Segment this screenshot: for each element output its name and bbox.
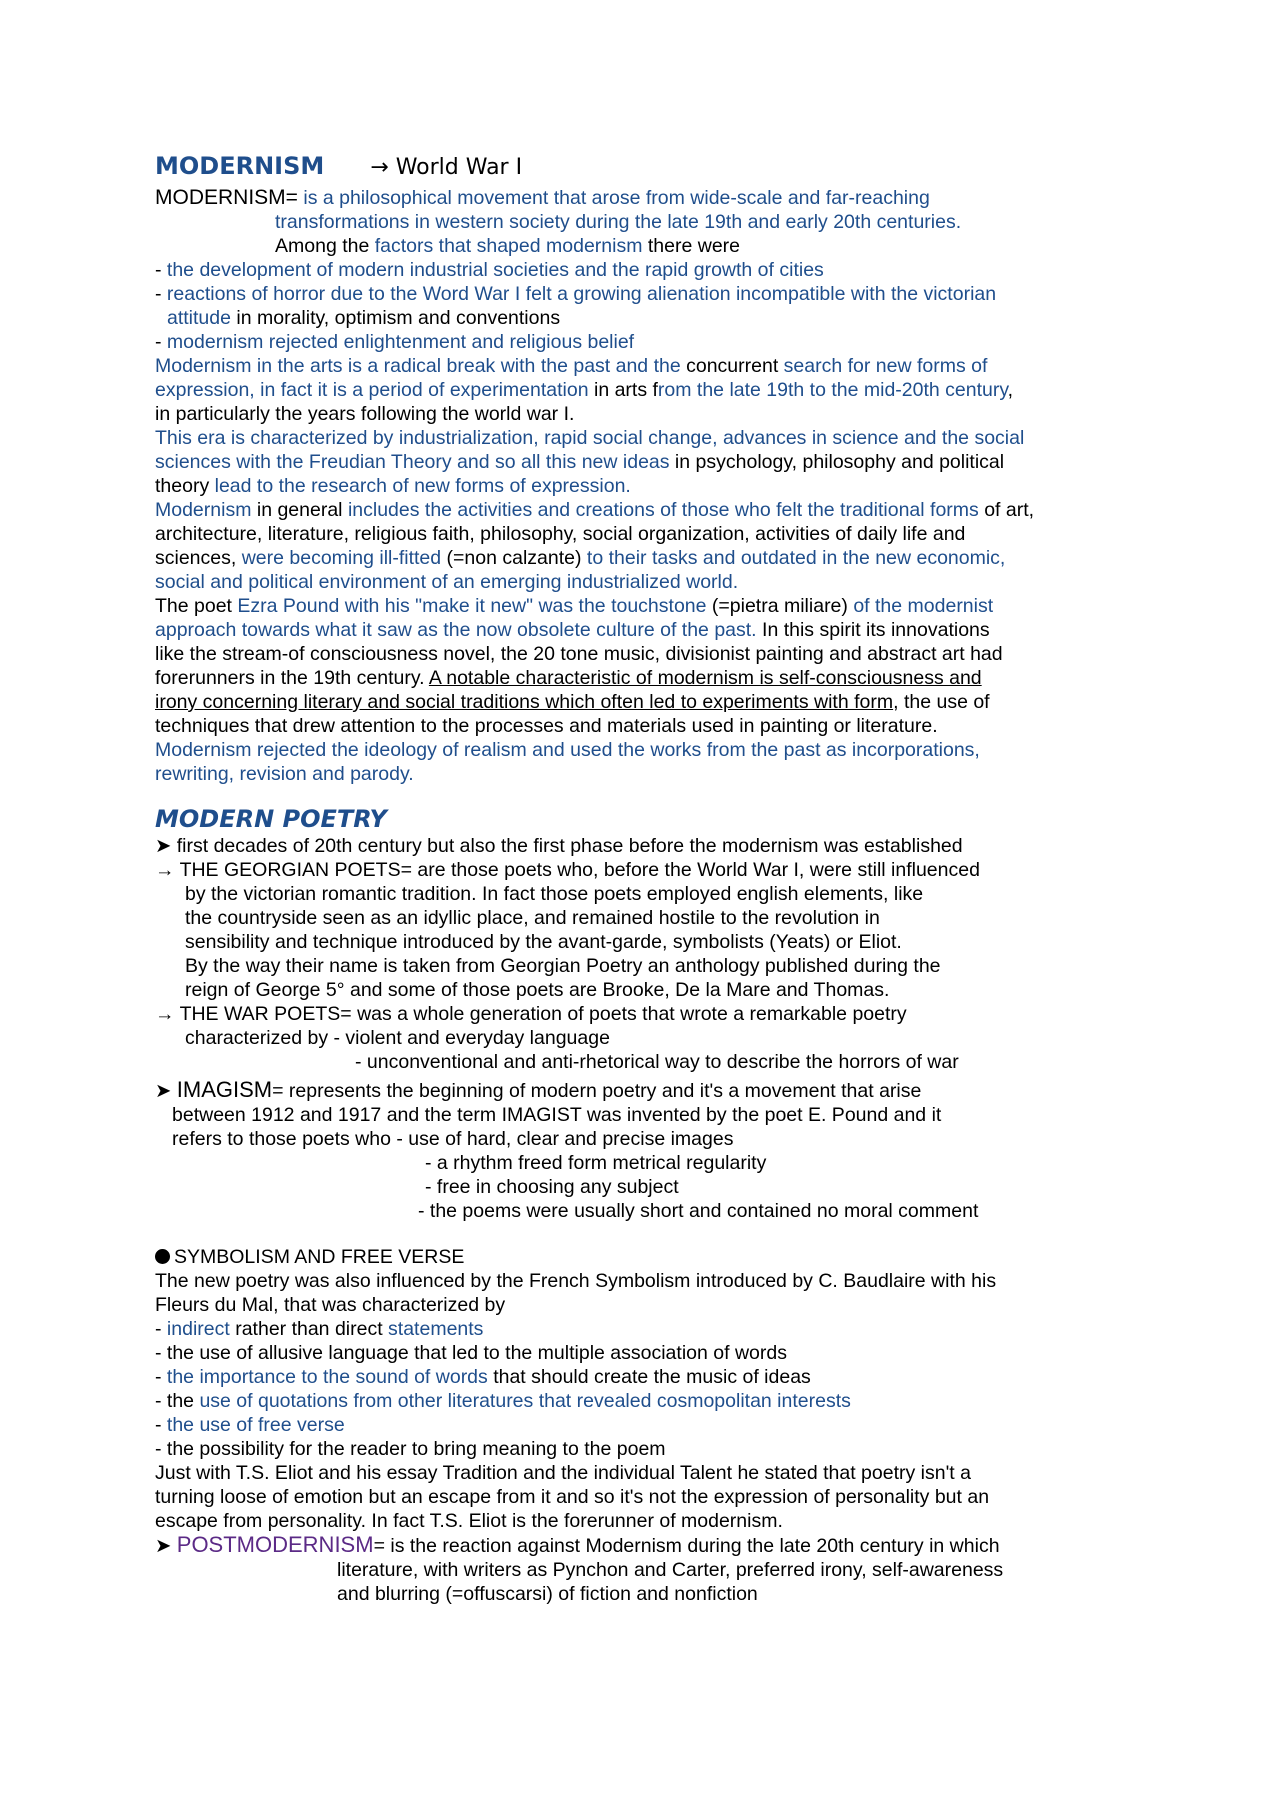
paragraph-line: MODERNISM= is a philosophical movement that arose from wide-scale and far-reaching — [155, 186, 930, 209]
list-item: ➤ POSTMODERNISM= is the reaction against Modernism during the late 20th century in which — [155, 1532, 1000, 1557]
list-item: - the use of allusive language that led to the multiple association of words — [155, 1342, 787, 1364]
modern-poetry-heading: MODERN POETRY — [155, 805, 387, 833]
list-item: - the importance to the sound of words that should create the music of ideas — [155, 1366, 811, 1388]
paragraph-line: by the victorian romantic tradition. In fact those poets employed english elements, like — [185, 883, 924, 905]
paragraph-line: Modernism in the arts is a radical break with the past and the concurrent search for new forms of — [155, 355, 988, 377]
paragraph-line: literature, with writers as Pynchon and Carter, preferred irony, self-awareness — [337, 1559, 1004, 1581]
list-item: - the possibility for the reader to bring meaning to the poem — [155, 1438, 666, 1460]
paragraph-line: forerunners in the 19th century. A notable characteristic of modernism is self-consciousness and — [155, 667, 982, 689]
list-item: ➤ IMAGISM= represents the beginning of modern poetry and it's a movement that arise — [155, 1077, 922, 1102]
paragraph-line: - the poems were usually short and contained no moral comment — [418, 1200, 979, 1222]
paragraph-line: Fleurs du Mal, that was characterized by — [155, 1294, 506, 1316]
paragraph-line: By the way their name is taken from Georgian Poetry an anthology published during the — [185, 955, 941, 977]
paragraph-line: sciences, were becoming ill-fitted (=non calzante) to their tasks and outdated in the new economic, — [155, 547, 1006, 569]
paragraph-line: Among the factors that shaped modernism there were — [275, 235, 741, 257]
paragraph-line: characterized by - violent and everyday language — [185, 1027, 610, 1049]
modernism-heading — [155, 150, 1155, 184]
paragraph-line: the countryside seen as an idyllic place, and remained hostile to the revolution in — [185, 907, 880, 929]
paragraph-line: architecture, literature, religious faith, philosophy, social organization, activities of daily life and — [155, 523, 966, 545]
paragraph-line: in particularly the years following the world war I. — [155, 403, 575, 425]
paragraph-line: like the stream-of consciousness novel, the 20 tone music, divisionist painting and abstract art had — [155, 643, 1003, 665]
paragraph-line: transformations in western society during the late 19th and early 20th centuries. — [275, 211, 962, 233]
paragraph-line: between 1912 and 1917 and the term IMAGIST was invented by the poet E. Pound and it — [172, 1104, 942, 1126]
list-item: - the use of free verse — [155, 1414, 345, 1436]
paragraph-line: refers to those poets who - use of hard, clear and precise images — [172, 1128, 734, 1150]
list-item: - the use of quotations from other literatures that revealed cosmopolitan interests — [155, 1390, 851, 1412]
document-page — [155, 150, 1155, 1606]
paragraph-line: - unconventional and anti-rhetorical way to describe the horrors of war — [355, 1051, 959, 1073]
paragraph-line: Modernism in general includes the activities and creations of those who felt the traditional forms of art, — [155, 499, 1035, 521]
paragraph-line: The new poetry was also influenced by the French Symbolism introduced by C. Baudlaire with his — [155, 1270, 997, 1292]
list-item: ➤ first decades of 20th century but also the first phase before the modernism was established — [155, 835, 963, 857]
paragraph-line: - a rhythm freed form metrical regularity — [425, 1152, 767, 1174]
paragraph-line: turning loose of emotion but an escape from it and so it's not the expression of personality but an — [155, 1486, 990, 1508]
paragraph-line: - free in choosing any subject — [425, 1176, 679, 1198]
paragraph-line: reign of George 5° and some of those poets are Brooke, De la Mare and Thomas. — [185, 979, 890, 1001]
bullet-icon — [155, 1249, 170, 1264]
paragraph-line: techniques that drew attention to the processes and materials used in painting or literature. — [155, 715, 938, 737]
world-war-note: → World War I — [370, 155, 523, 180]
list-item: - indirect rather than direct statements — [155, 1318, 484, 1340]
paragraph-line: expression, in fact it is a period of experimentation in arts from the late 19th to the mid-20th century, — [155, 379, 1014, 401]
paragraph-line: Just with T.S. Eliot and his essay Tradition and the individual Talent he stated that poetry isn't a — [155, 1462, 971, 1484]
list-item: attitude in morality, optimism and conventions — [167, 307, 561, 329]
symbolism-heading: SYMBOLISM AND FREE VERSE — [155, 1245, 1155, 1269]
paragraph-line: escape from personality. In fact T.S. Eliot is the forerunner of modernism. — [155, 1510, 783, 1532]
list-item: - reactions of horror due to the Word War I felt a growing alienation incompatible with the victorian — [155, 283, 997, 305]
list-item: → THE GEORGIAN POETS= are those poets who, before the World War I, were still influenced — [155, 859, 980, 881]
paragraph-line: sciences with the Freudian Theory and so all this new ideas in psychology, philosophy and political — [155, 451, 1005, 473]
paragraph-line: social and political environment of an emerging industrialized world. — [155, 571, 739, 593]
paragraph-line: approach towards what it saw as the now obsolete culture of the past. In this spirit its innovations — [155, 619, 990, 641]
list-item: - modernism rejected enlightenment and religious belief — [155, 331, 635, 353]
list-item: → THE WAR POETS= was a whole generation of poets that wrote a remarkable poetry — [155, 1003, 907, 1025]
paragraph-line: theory lead to the research of new forms of expression. — [155, 475, 631, 497]
paragraph-line: irony concerning literary and social traditions which often led to experiments with form, the use of — [155, 691, 990, 713]
modernism-title: MODERNISM — [155, 152, 325, 180]
list-item: - the development of modern industrial societies and the rapid growth of cities — [155, 259, 824, 281]
paragraph-line: This era is characterized by industrialization, rapid social change, advances in science and the social — [155, 427, 1025, 449]
paragraph-line: The poet Ezra Pound with his "make it new" was the touchstone (=pietra miliare) of the modernist — [155, 595, 994, 617]
paragraph-line: rewriting, revision and parody. — [155, 763, 414, 785]
paragraph-line: sensibility and technique introduced by the avant-garde, symbolists (Yeats) or Eliot. — [185, 931, 902, 953]
paragraph-line: Modernism rejected the ideology of realism and used the works from the past as incorporations, — [155, 739, 980, 761]
paragraph-line: and blurring (=offuscarsi) of fiction and nonfiction — [337, 1583, 758, 1605]
